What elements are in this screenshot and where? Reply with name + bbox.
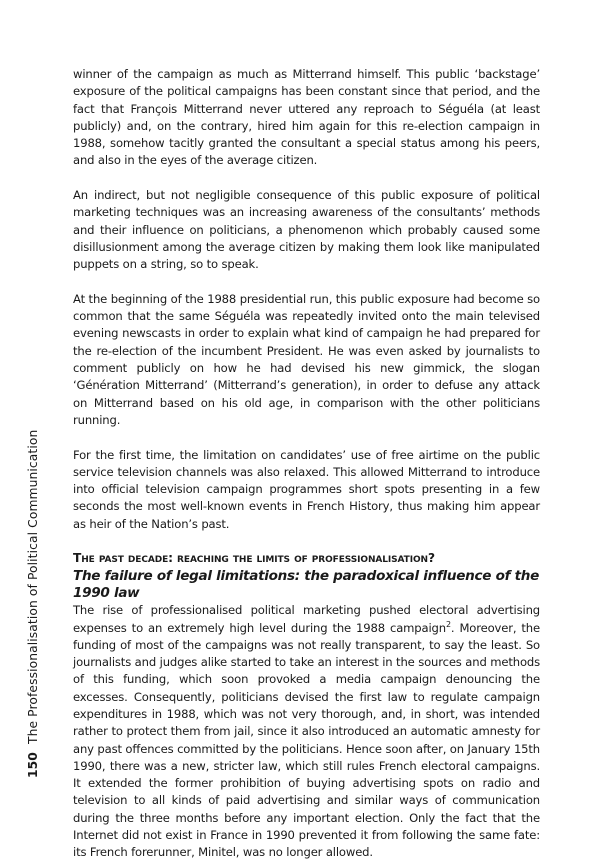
page-number: 150 — [26, 752, 40, 778]
paragraph-1990-law — [73, 602, 540, 861]
section-heading: The past decade: reaching the limits of professionalisation? — [73, 551, 435, 566]
paragraph-free-airtime: For the first time, the limitation on candidates’ use of free airtime on the public service television channels was also relaxed. This allowed Mitterrand to introduce into official television campaign programmes short spots presenting in a few seconds the most well-known events in French History, thus making him appear as heir of the Nation’s past. — [73, 447, 540, 531]
book-title: The Professionalisation of Political Communication — [26, 429, 40, 745]
running-head — [26, 430, 40, 778]
paragraph-1990-law-part2: . Moreover, the funding of most of the campaigns was not really transparent, to say the least. So journalists and judges alike started to take an interest in the sources and methods of this funding, which soon provoked a media campaign denouncing the excesses. Consequently, politicians devised the first law to regulate campaign expenditures in 1988, which was not very thorough, and, in short, was intended rather to protect them from jail, since it also introduced an automatic amnesty for any past offences committed by the politicians. Hence soon after, on January 15th 1990, there was a new, stricter law, which still rules French electoral campaigns. It extended the former prohibition of buying advertising spots on radio and television to all kinds of paid advertising and similar ways of communication during the three months before any important election. Only the fact that the Internet did not exist in France in 1990 prevented it from following the same fate: its French forerunner, Minitel, was no longer allowed. — [73, 620, 540, 860]
paragraph-indirect-consequence: An indirect, but not negligible consequence of this public exposure of political marketing techniques was an increasing awareness of the consultants’ methods and their influence on politicians, a phenomenon which probably caused some disillusionment among the average citizen by making them look like manipulated puppets on a string, so to speak. — [73, 188, 540, 272]
footnote-marker[interactable]: 2 — [445, 619, 451, 629]
paragraph-1990-law-part1: The rise of professionalised political marketing pushed electoral advertising expenses to an extremely high level during the 1988 campaign — [73, 603, 540, 635]
body-text-column — [73, 66, 540, 862]
paragraph-backstage-exposure: winner of the campaign as much as Mitterrand himself. This public ‘backstage’ exposure of the political campaigns has been constant since that period, and the fact that François Mitterrand never uttered any reproach to Séguéla (at least publicly) and, on the contrary, hired him again for this re-election campaign in 1988, somehow tacitly granted the consultant a special status among his peers, and also in the eyes of the average citizen. — [73, 67, 540, 168]
paragraph-1988-presidential-run: At the beginning of the 1988 presidential run, this public exposure had become so common that the same Séguéla was repeatedly invited onto the main televised evening newscasts in order to explain what kind of campaign he had prepared for the re-election of the incumbent President. He was even asked by journalists to comment publicly on how he had devised his new gimmick, the slogan ‘Génération Mitterrand’ (Mitterrand’s generation), in order to defuse any attack on Mitterrand based on his old age, in comparison with the other politicians running. — [73, 291, 540, 427]
section-subheading: The failure of legal limitations: the paradoxical influence of the 1990 law — [73, 567, 540, 601]
